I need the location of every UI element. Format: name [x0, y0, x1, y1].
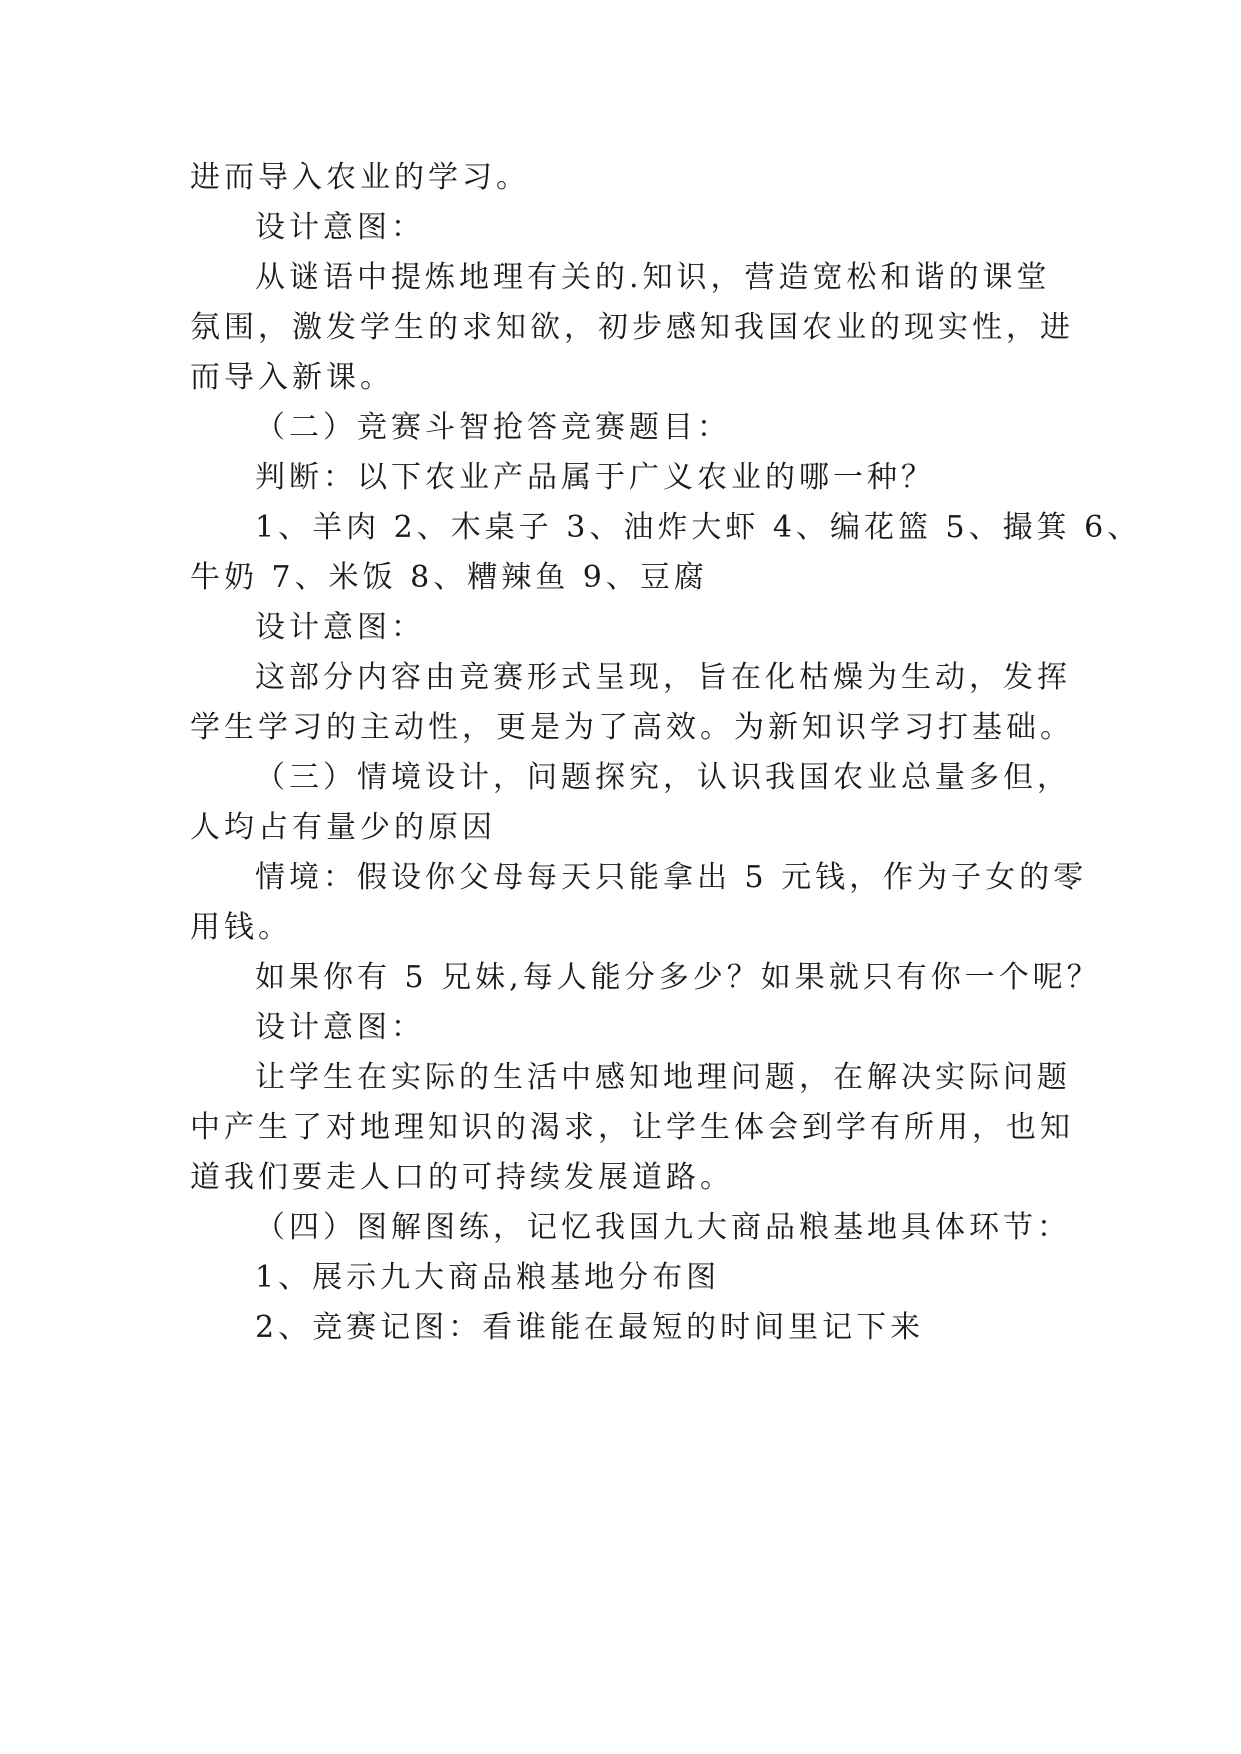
text-line-3: 从谜语中提炼地理有关的.知识，营造宽松和谐的课堂 — [255, 260, 1051, 295]
text-line-20: 中产生了对地理知识的渴求，让学生体会到学有所用，也知 — [190, 1110, 1074, 1145]
text-line-23: 1、展示九大商品粮基地分布图 — [255, 1260, 721, 1295]
text-line-17: 如果你有 5 兄妹,每人能分多少？如果就只有你一个呢？ — [255, 960, 1101, 995]
text-line-19: 让学生在实际的生活中感知地理问题，在解决实际问题 — [255, 1060, 1071, 1095]
text-line-11: 这部分内容由竞赛形式呈现，旨在化枯燥为生动，发挥 — [255, 660, 1071, 695]
text-line-24: 2、竞赛记图：看谁能在最短的时间里记下来 — [255, 1310, 925, 1345]
text-line-22: （四）图解图练，记忆我国九大商品粮基地具体环节： — [255, 1210, 1071, 1245]
text-line-14: 人均占有量少的原因 — [190, 810, 496, 845]
text-line-18: 设计意图： — [255, 1010, 425, 1045]
text-line-1: 进而导入农业的学习。 — [190, 160, 530, 195]
text-line-7: 判断：以下农业产品属于广义农业的哪一种？ — [255, 460, 935, 495]
text-line-21: 道我们要走人口的可持续发展道路。 — [190, 1160, 734, 1195]
text-line-6: （二）竞赛斗智抢答竞赛题目： — [255, 410, 731, 445]
text-line-12: 学生学习的主动性，更是为了高效。为新知识学习打基础。 — [190, 710, 1074, 745]
text-line-9: 牛奶 7、米饭 8、糟辣鱼 9、豆腐 — [190, 560, 708, 595]
text-line-8: 1、羊肉 2、木桌子 3、油炸大虾 4、编花篮 5、撮箕 6、 — [255, 510, 1142, 545]
text-line-16: 用钱。 — [190, 910, 292, 945]
text-line-2: 设计意图： — [255, 210, 425, 245]
text-line-13: （三）情境设计，问题探究，认识我国农业总量多但， — [255, 760, 1071, 795]
text-line-15: 情境：假设你父母每天只能拿出 5 元钱，作为子女的零 — [255, 860, 1088, 895]
text-line-10: 设计意图： — [255, 610, 425, 645]
text-line-4: 氛围，激发学生的求知欲，初步感知我国农业的现实性，进 — [190, 310, 1074, 345]
text-line-5: 而导入新课。 — [190, 360, 394, 395]
